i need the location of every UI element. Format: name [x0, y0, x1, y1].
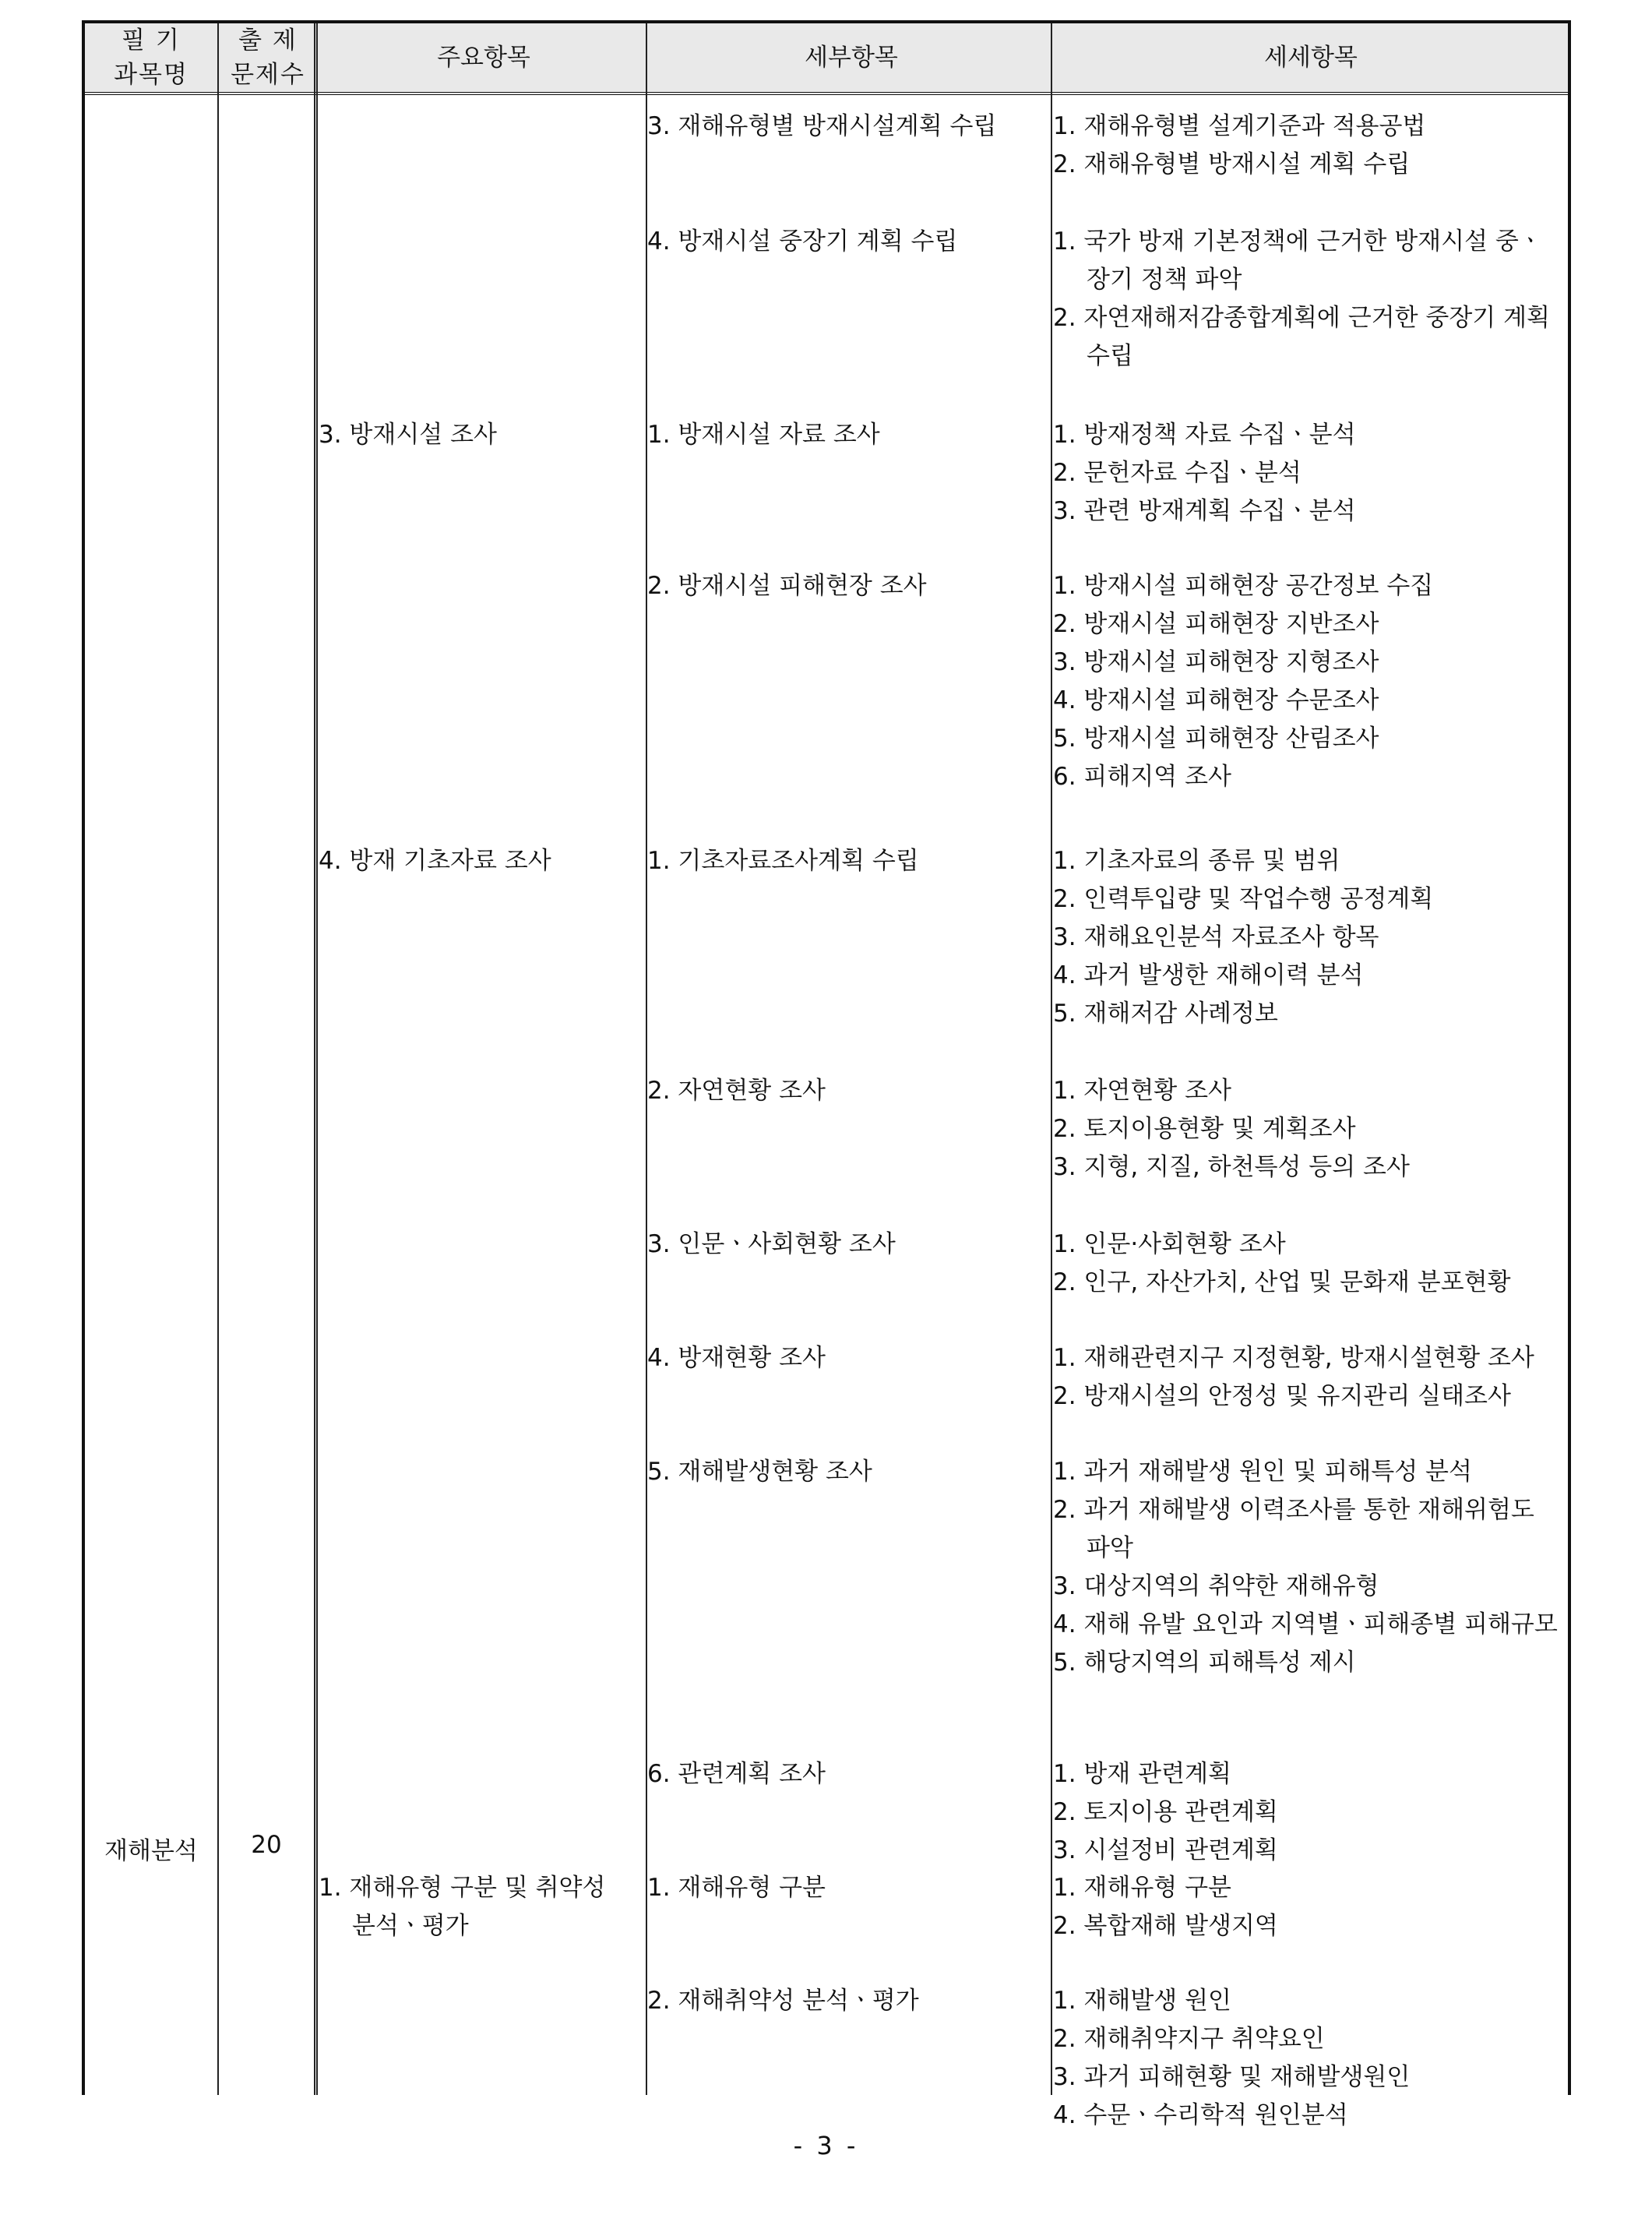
detail-item-line: 5. 해당지역의 피해특성 제시: [1053, 1649, 1356, 1677]
detail-item-line: 3. 과거 피해현황 및 재해발생원인: [1053, 2063, 1411, 2091]
detail-item-line: 장기 정책 파악: [1087, 266, 1242, 294]
sub-item: [647, 1755, 826, 1793]
sub-item: [647, 1339, 826, 1377]
sub-item-line: 3. 인문ㆍ사회현황 조사: [647, 1230, 896, 1258]
detail-item: [1053, 1755, 1278, 1870]
main-item: [319, 842, 551, 880]
detail-item-line: 2. 과거 재해발생 이력조사를 통한 재해위험도: [1053, 1496, 1534, 1524]
detail-item-line: 파악: [1087, 1534, 1133, 1562]
detail-item-line: 4. 재해 유발 요인과 지역별ㆍ피해종별 피해규모: [1053, 1610, 1558, 1638]
detail-item-line: 2. 토지이용 관련계획: [1053, 1798, 1278, 1826]
subject-name: 재해분석: [104, 1837, 198, 1865]
column-divider: [217, 23, 219, 2095]
header-subject-line2: 과목명: [114, 61, 188, 89]
detail-item-line: 3. 관련 방재계획 수집ㆍ분석: [1053, 497, 1356, 525]
detail-item-line: 3. 지형, 지질, 하천특성 등의 조사: [1053, 1153, 1410, 1181]
sub-item-line: 5. 재해발생현황 조사: [647, 1458, 872, 1486]
detail-item-line: 1. 방재정책 자료 수집ㆍ분석: [1053, 421, 1356, 449]
detail-item: [1053, 1453, 1558, 1682]
header-main-items: 주요항목: [437, 44, 530, 72]
sub-item: [647, 223, 957, 261]
detail-item-line: 3. 방재시설 피해현장 지형조사: [1053, 648, 1379, 676]
detail-item-line: 1. 재해유형별 설계기준과 적용공법: [1053, 112, 1426, 140]
header-subject-line1: 필 기: [122, 26, 181, 55]
detail-item: [1053, 416, 1356, 531]
detail-item-line: 6. 피해지역 조사: [1053, 763, 1231, 791]
detail-item-line: 5. 재해저감 사례정보: [1053, 1000, 1278, 1028]
detail-item-line: 1. 재해유형 구분: [1053, 1874, 1231, 1902]
sub-item-line: 4. 방재현황 조사: [647, 1344, 826, 1372]
detail-item-line: 5. 방재시설 피해현장 산림조사: [1053, 725, 1379, 753]
main-item-line: 1. 재해유형 구분 및 취약성: [319, 1874, 606, 1902]
main-item: [319, 416, 497, 454]
detail-item-line: 2. 재해유형별 방재시설 계획 수립: [1053, 150, 1411, 178]
header-detail-items: 세세항목: [1264, 44, 1358, 72]
detail-item-line: 1. 인문·사회현황 조사: [1053, 1230, 1286, 1258]
sub-item-line: 6. 관련계획 조사: [647, 1760, 826, 1788]
page-number: - 3 -: [793, 2131, 859, 2160]
detail-item-line: 3. 재해요인분석 자료조사 항목: [1053, 923, 1379, 951]
detail-item-line: 1. 과거 재해발생 원인 및 피해특성 분석: [1053, 1458, 1472, 1486]
sub-item-line: 3. 재해유형별 방재시설계획 수립: [647, 112, 997, 140]
detail-item-line: 2. 토지이용현황 및 계획조사: [1053, 1115, 1356, 1143]
detail-item: [1053, 1072, 1410, 1187]
sub-item-line: 1. 방재시설 자료 조사: [647, 421, 880, 449]
detail-item-line: 1. 재해관련지구 지정현황, 방재시설현황 조사: [1053, 1344, 1534, 1372]
detail-item: [1053, 108, 1425, 184]
detail-item-line: 1. 방재시설 피해현장 공간정보 수집: [1053, 572, 1434, 600]
sub-item: [647, 1982, 919, 2020]
column-divider: [1051, 23, 1052, 2095]
detail-item: [1053, 223, 1550, 376]
sub-item-line: 2. 자연현황 조사: [647, 1077, 826, 1105]
sub-item-line: 2. 방재시설 피해현장 조사: [647, 572, 927, 600]
header-count-line1: 출 제: [238, 26, 298, 55]
detail-item-line: 4. 방재시설 피해현장 수문조사: [1053, 686, 1379, 714]
detail-item-line: 1. 방재 관련계획: [1053, 1760, 1231, 1788]
detail-item-line: 2. 인구, 자산가치, 산업 및 문화재 분포현황: [1053, 1268, 1511, 1296]
detail-item-line: 2. 방재시설 피해현장 지반조사: [1053, 610, 1379, 638]
detail-item-line: 1. 국가 방재 기본정책에 근거한 방재시설 중ㆍ: [1053, 227, 1542, 256]
sub-item-line: 1. 재해유형 구분: [647, 1874, 826, 1902]
column-divider: [314, 23, 318, 2095]
header-question-count: [219, 23, 317, 92]
header-subject: [85, 23, 217, 92]
detail-item-line: 3. 시설정비 관련계획: [1053, 1836, 1278, 1864]
detail-item: [1053, 1869, 1278, 1945]
sub-item: [647, 842, 919, 880]
header-sub-items: 세부항목: [805, 44, 898, 72]
sub-item-line: 2. 재해취약성 분석ㆍ평가: [647, 1987, 919, 2015]
detail-item-line: 1. 재해발생 원인: [1053, 1987, 1231, 2015]
detail-item-line: 2. 문헌자료 수집ㆍ분석: [1053, 459, 1302, 487]
main-item: [319, 1869, 605, 1945]
main-item-line: 분석ㆍ평가: [352, 1912, 469, 1940]
detail-item-line: 1. 기초자료의 종류 및 범위: [1053, 847, 1340, 875]
detail-item-line: 4. 과거 발생한 재해이력 분석: [1053, 961, 1364, 989]
sub-item: [647, 567, 927, 605]
exam-criteria-table: [82, 20, 1571, 2129]
detail-item-line: 2. 인력투입량 및 작업수행 공정계획: [1053, 885, 1434, 913]
sub-item-line: 1. 기초자료조사계획 수립: [647, 847, 919, 875]
detail-item-line: 수립: [1087, 342, 1133, 370]
sub-item: [647, 108, 996, 146]
detail-item-line: 2. 재해취약지구 취약요인: [1053, 2025, 1325, 2053]
detail-item-line: 2. 복합재해 발생지역: [1053, 1912, 1278, 1940]
detail-item: [1053, 1982, 1410, 2135]
detail-item-line: 2. 방재시설의 안정성 및 유지관리 실태조사: [1053, 1382, 1511, 1410]
main-item-line: 3. 방재시설 조사: [319, 421, 497, 449]
sub-item: [647, 1072, 826, 1110]
main-item-line: 4. 방재 기초자료 조사: [319, 847, 551, 875]
detail-item: [1053, 842, 1433, 1033]
detail-item-line: 2. 자연재해저감종합계획에 근거한 중장기 계획: [1053, 304, 1550, 332]
sub-item: [647, 1453, 872, 1491]
detail-item-line: 3. 대상지역의 취약한 재해유형: [1053, 1572, 1379, 1600]
sub-item: [647, 416, 880, 454]
sub-item: [647, 1869, 826, 1907]
sub-item-line: 4. 방재시설 중장기 계획 수립: [647, 227, 958, 256]
question-count: 20: [251, 1831, 282, 1859]
detail-item-line: 1. 자연현황 조사: [1053, 1077, 1231, 1105]
detail-item-line: 4. 수문ㆍ수리학적 원인분석: [1053, 2101, 1348, 2129]
table-header: [85, 23, 1568, 95]
header-count-line2: 문제수: [231, 61, 305, 89]
detail-item: [1053, 1339, 1534, 1416]
sub-item: [647, 1226, 896, 1264]
detail-item: [1053, 567, 1433, 796]
detail-item: [1053, 1226, 1511, 1302]
